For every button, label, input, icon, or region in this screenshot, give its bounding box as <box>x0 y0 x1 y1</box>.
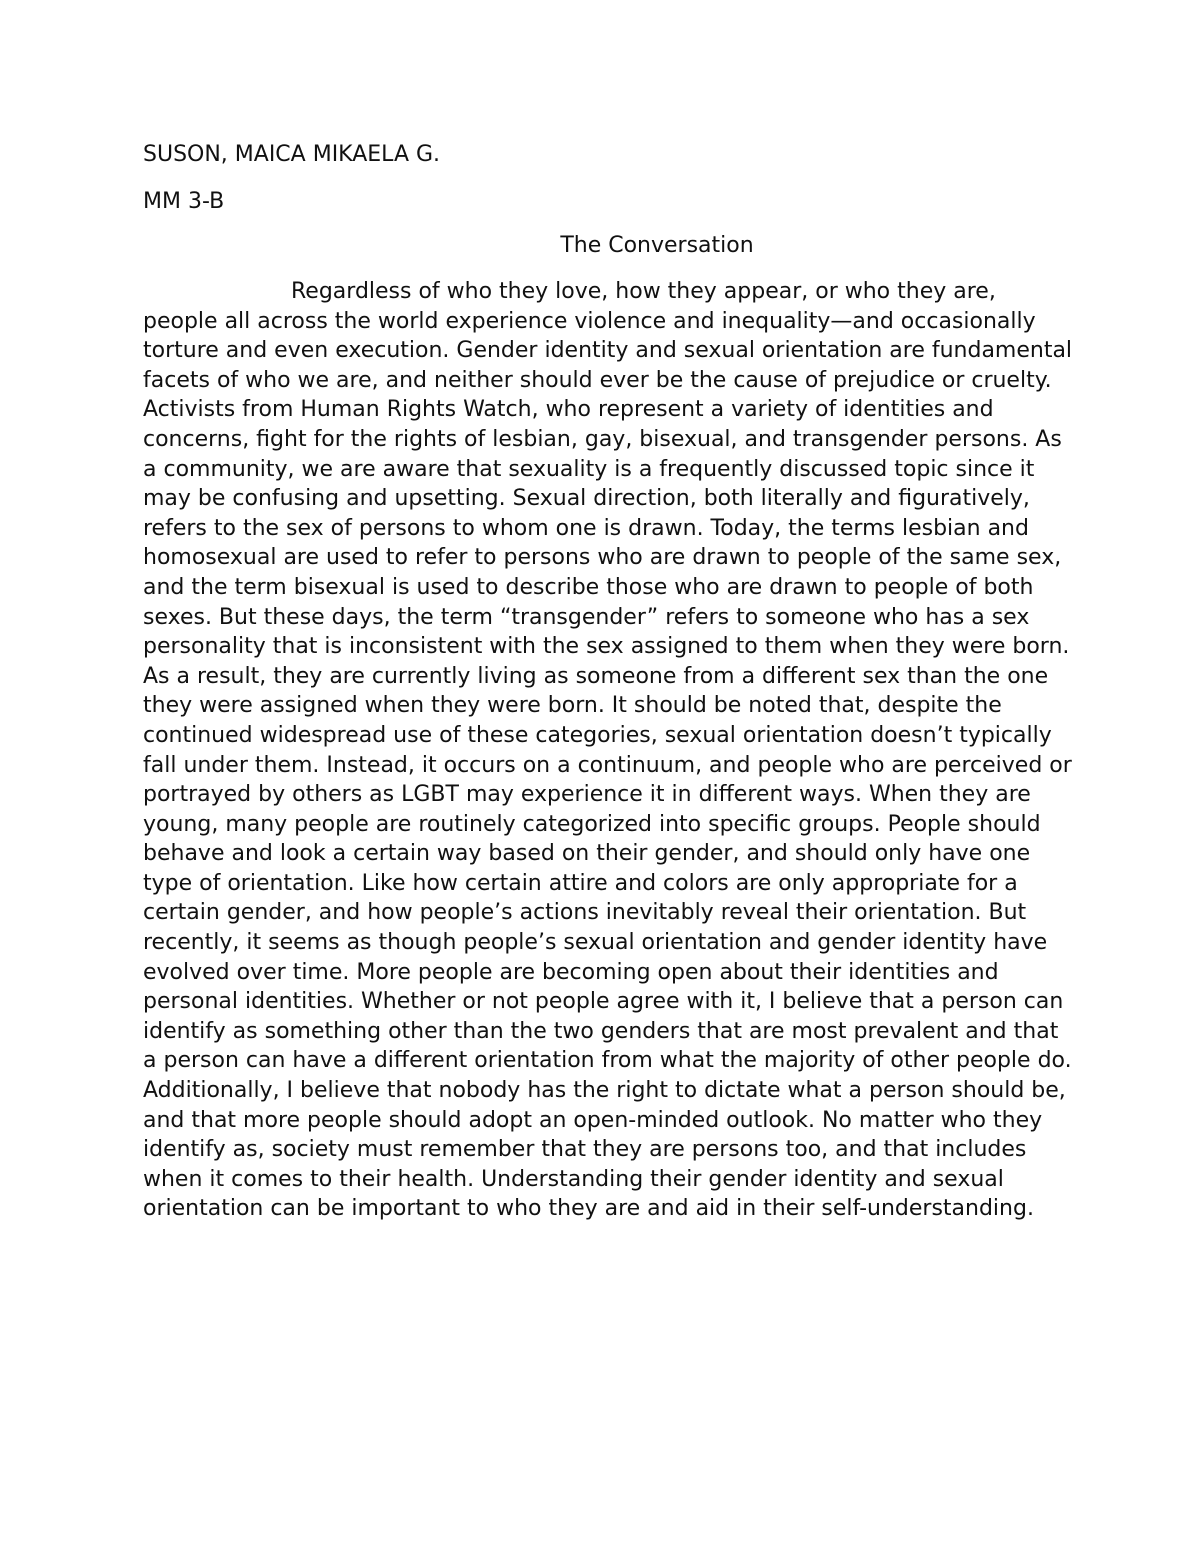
author-name: SUSON, MAICA MIKAELA G. <box>143 142 441 167</box>
essay-title: The Conversation <box>560 233 754 258</box>
essay-body-paragraph: Regardless of who they love, how they appear, or who they are, people all across the world experience violence and inequality—and occasionally torture and even execution. Gender identity and sexual orientation are fundamental facets of who we are, and neither should ever be the cause of prejudice or cruelty. Activists from Human Rights Watch, who represent a variety of identities and concerns, fight for the rights of lesbian, gay, bisexual, and transgender persons. As a community, we are aware that sexuality is a frequently discussed topic since it may be confusing and upsetting. Sexual direction, both literally and figuratively, refers to the sex of persons to whom one is drawn. Today, the terms lesbian and homosexual are used to refer to persons who are drawn to people of the same sex, and the term bisexual is used to describe those who are drawn to people of both sexes. But these days, the term “transgender” refers to someone who has a sex personality that is inconsistent with the sex assigned to them when they were born. As a result, they are currently living as someone from a different sex than the one they were assigned when they were born. It should be noted that, despite the continued widespread use of these categories, sexual orientation doesn’t typically fall under them. Instead, it occurs on a continuum, and people who are perceived or portrayed by others as LGBT may experience it in different ways. When they are young, many people are routinely categorized into specific groups. People should behave and look a certain way based on their gender, and should only have one type of orientation. Like how certain attire and colors are only appropriate for a certain gender, and how people’s actions inevitably reveal their orientation. But recently, it seems as though people’s sexual orientation and gender identity have evolved over time. More people are becoming open about their identities and personal identities. Whether or not people agree with it, I believe that a person can identify as something other than the two genders that are most prevalent and that a person can have a different orientation from what the majority of other people do. Additionally, I believe that nobody has the right to dictate what a person should be, and that more people should adopt an open-minded outlook. No matter who they identify as, society must remember that they are persons too, and that includes when it comes to their health. Understanding their gender identity and sexual orientation can be important to who they are and aid in their self-understanding. <box>143 279 1073 1222</box>
class-section: MM 3-B <box>143 189 225 214</box>
